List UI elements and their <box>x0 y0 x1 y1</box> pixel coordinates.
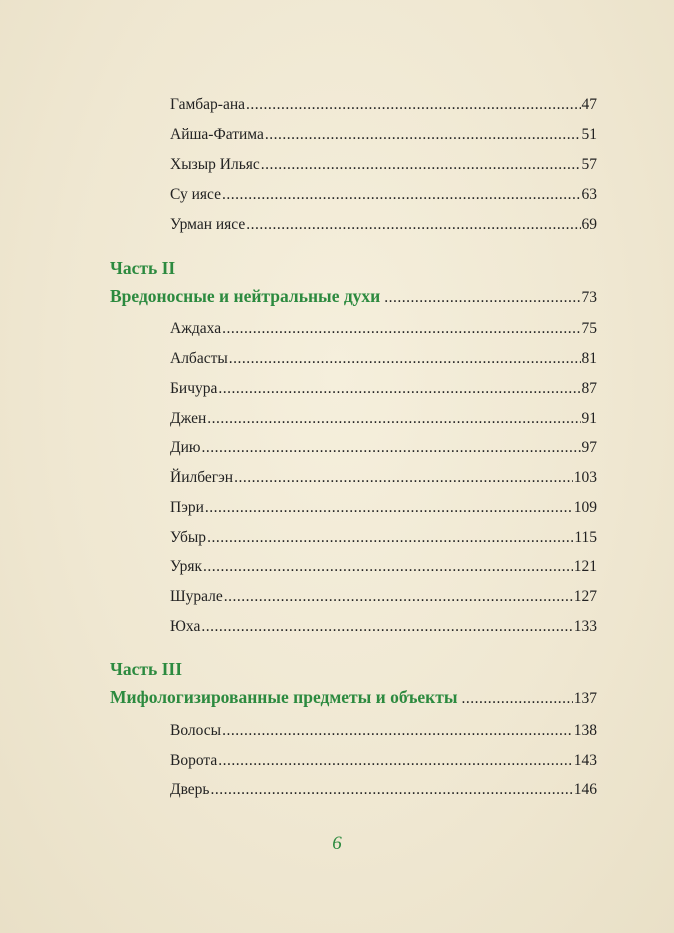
toc-entry-title: Дверь <box>170 781 210 798</box>
toc-entry[interactable] <box>170 467 597 489</box>
dot-leader <box>211 779 573 801</box>
toc-entry-page: 47 <box>581 96 597 113</box>
toc-entry-page: 133 <box>573 618 597 635</box>
toc-entry-page: 63 <box>581 186 597 203</box>
toc-entry[interactable] <box>170 318 597 340</box>
toc-entry[interactable] <box>170 124 597 146</box>
toc-entry-title: Дию <box>170 439 201 456</box>
dot-leader <box>246 94 581 116</box>
toc-entry-title: Аждаха <box>170 320 222 337</box>
dot-leader <box>246 214 580 236</box>
dot-leader <box>222 318 580 340</box>
toc-entry-title: Ворота <box>170 752 218 769</box>
section-title: Вредоносные и нейтральные духи <box>110 286 381 306</box>
toc-entry[interactable] <box>170 408 597 430</box>
toc-entry-title: Урман иясе <box>170 216 246 233</box>
toc-entry-title: Юха <box>170 618 201 635</box>
dot-leader <box>218 750 573 772</box>
dot-leader <box>201 616 572 638</box>
toc-entry-title: Шурале <box>170 588 223 605</box>
toc-entry[interactable] <box>170 437 597 459</box>
toc-entry-title: Гамбар-ана <box>170 96 245 113</box>
dot-leader <box>201 437 580 459</box>
toc-entry-title: Уряк <box>170 558 203 575</box>
toc-entry-page: 143 <box>573 752 597 769</box>
part-2-label: Часть II <box>110 258 176 278</box>
dot-leader <box>462 687 573 711</box>
toc-entry[interactable] <box>170 497 597 519</box>
dot-leader <box>224 586 573 608</box>
dot-leader <box>222 184 581 206</box>
toc-entry-page: 121 <box>573 558 597 575</box>
toc-entry[interactable] <box>170 779 597 801</box>
toc-entry[interactable] <box>170 184 597 206</box>
dot-leader <box>234 467 573 489</box>
toc-entry-page: 75 <box>581 320 597 337</box>
toc-entry[interactable] <box>170 527 597 549</box>
toc-entry-title: Волосы <box>170 722 222 739</box>
toc-entry-title: Йилбегэн <box>170 469 234 486</box>
toc-entry-title: Пэри <box>170 499 204 516</box>
toc-entry-title: Бичура <box>170 380 218 397</box>
toc-entry-title: Айша-Фатима <box>170 126 264 143</box>
toc-entry[interactable] <box>170 750 597 772</box>
toc-entry[interactable] <box>170 154 597 176</box>
toc-entry-page: 91 <box>581 410 597 427</box>
section-page: 73 <box>581 289 597 306</box>
toc-entry-title: Джен <box>170 410 207 427</box>
dot-leader <box>205 497 573 519</box>
toc-entry-page: 87 <box>581 380 597 397</box>
section-page: 137 <box>573 690 597 707</box>
dot-leader <box>265 124 581 146</box>
toc-entry[interactable] <box>170 720 597 742</box>
toc-entry[interactable] <box>170 616 597 638</box>
dot-leader <box>261 154 581 176</box>
toc-entry[interactable] <box>170 94 597 116</box>
toc-entry-page: 109 <box>573 499 597 516</box>
page-number: 6 <box>332 833 342 854</box>
toc-entry-title: Су иясе <box>170 186 221 203</box>
toc-entry-page: 81 <box>581 350 597 367</box>
toc-entry-title: Убыр <box>170 529 207 546</box>
toc-entry[interactable] <box>170 214 597 236</box>
toc-entry-page: 138 <box>573 722 597 739</box>
toc-entry-page: 69 <box>581 216 597 233</box>
toc-entry-title: Хызыр Ильяс <box>170 156 260 173</box>
dot-leader <box>218 378 580 400</box>
toc-entry-title: Албасты <box>170 350 228 367</box>
toc-entry[interactable] <box>170 586 597 608</box>
toc-entry-page: 51 <box>581 126 597 143</box>
toc-entry[interactable] <box>170 348 597 370</box>
dot-leader <box>207 527 573 549</box>
toc-entry[interactable] <box>170 556 597 578</box>
section-title: Мифологизированные предметы и объекты <box>110 687 458 707</box>
toc-entry[interactable] <box>170 378 597 400</box>
toc-entry-page: 103 <box>573 469 597 486</box>
toc-entry-page: 146 <box>573 781 597 798</box>
toc-entry-page: 57 <box>581 156 597 173</box>
toc-entry-page: 115 <box>574 529 597 546</box>
dot-leader <box>384 286 580 310</box>
dot-leader <box>207 408 580 430</box>
dot-leader <box>229 348 581 370</box>
part-2-section[interactable] <box>110 284 597 308</box>
part-3-label: Часть III <box>110 659 183 679</box>
toc-entry-page: 97 <box>581 439 597 456</box>
dot-leader <box>203 556 573 578</box>
dot-leader <box>222 720 573 742</box>
toc-entry-page: 127 <box>573 588 597 605</box>
part-3-section[interactable] <box>110 685 597 709</box>
